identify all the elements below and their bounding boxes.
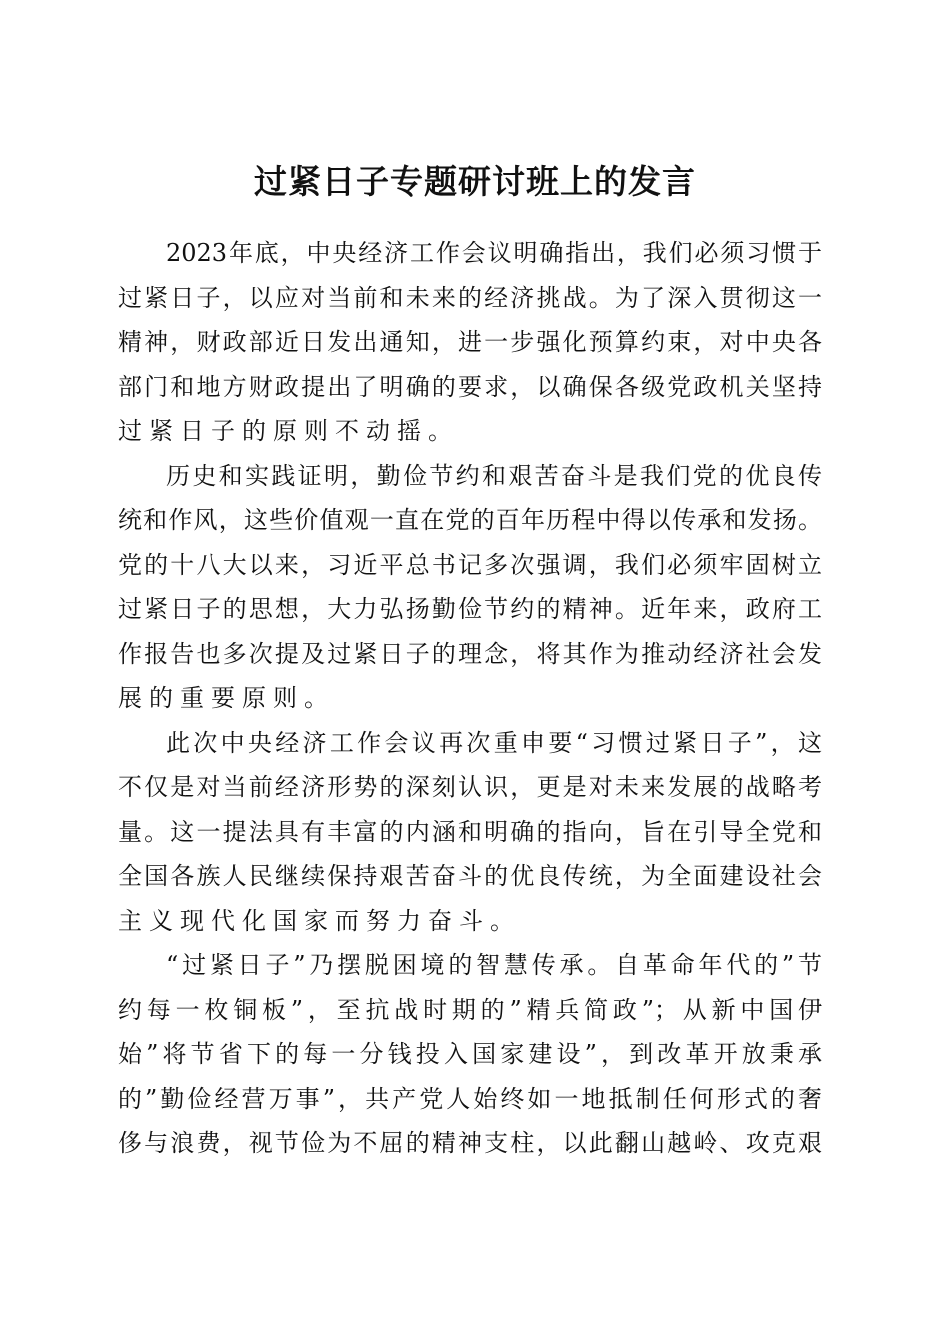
text-line: 作报告也多次提及过紧日子的理念，将其作为推动经济社会发 [118,639,822,668]
text-line: 历史和实践证明，勤俭节约和艰苦奋斗是我们党的优良传 [166,461,822,490]
paragraph [118,721,822,944]
text-line: 展的重要原则。 [118,684,335,712]
text-line: 统和作风，这些价值观一直在党的百年历程中得以传承和发扬。 [118,506,822,534]
text-line: 党的十八大以来，习近平总书记多次强调，我们必须牢固树立 [118,550,822,579]
document-body [118,231,822,1166]
text-line: 始”将节省下的每一分钱投入国家建设”，到改革开放秉承 [118,1040,822,1068]
text-line: 量。这一提法具有丰富的内涵和明确的指向，旨在引导全党和 [118,817,822,846]
text-line: 此次中央经济工作会议再次重申要“习惯过紧日子”，这 [166,728,822,757]
text-line: 侈与浪费，视节俭为不屈的精神支柱，以此翻山越岭、攻克艰 [118,1129,822,1157]
text-line: 部门和地方财政提出了明确的要求，以确保各级党政机关坚持 [118,372,822,401]
text-line: 过紧日子的思想，大力弘扬勤俭节约的精神。近年来，政府工 [118,595,822,623]
paragraph [118,943,822,1166]
document-title: 过紧日子专题研讨班上的发言 [254,162,696,202]
text-line: 全国各族人民继续保持艰苦奋斗的优良传统，为全面建设社会 [118,862,822,890]
paragraph [118,454,822,721]
text-line: 的”勤俭经营万事”，共产党人始终如一地抵制任何形式的奢 [118,1084,822,1113]
text-line: 约每一枚铜板”，至抗战时期的”精兵简政”；从新中国伊 [118,995,822,1024]
text-line: 过紧日子的原则不动摇。 [118,417,459,445]
paragraph [118,231,822,454]
text-line: 精神，财政部近日发出通知，进一步强化预算约束，对中央各 [118,328,822,356]
text-line: “过紧日子”乃摆脱困境的智慧传承。自革命年代的”节 [166,951,822,979]
text-line: 主义现代化国家而努力奋斗。 [118,906,521,935]
text-line: 不仅是对当前经济形势的深刻认识，更是对未来发展的战略考 [118,773,822,801]
text-line: 过紧日子，以应对当前和未来的经济挑战。为了深入贯彻这一 [118,283,822,312]
text-line: 2023年底，中央经济工作会议明确指出，我们必须习惯于 [166,239,822,267]
